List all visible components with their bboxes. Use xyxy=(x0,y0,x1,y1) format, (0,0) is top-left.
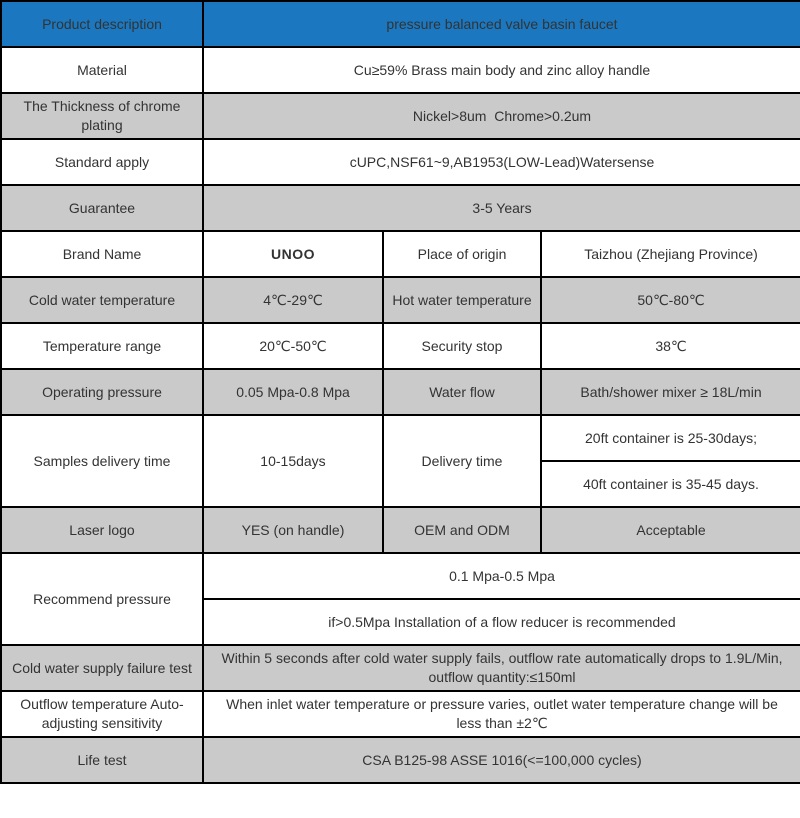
row-label: Material xyxy=(1,47,203,93)
brand-name-value: UNOO xyxy=(203,231,383,277)
row-value: 0.05 Mpa-0.8 Mpa xyxy=(203,369,383,415)
row-guarantee xyxy=(1,185,800,231)
row-value: Cu≥59% Brass main body and zinc alloy handle xyxy=(203,47,800,93)
row-laser-logo xyxy=(1,507,800,553)
row-label: Recommend pressure xyxy=(1,553,203,645)
header-label-cell: Product description xyxy=(1,1,203,47)
header-value-cell: pressure balanced valve basin faucet xyxy=(203,1,800,47)
delivery-time-option-1: 20ft container is 25-30days; xyxy=(541,415,800,461)
row-value-2: 50℃-80℃ xyxy=(541,277,800,323)
recommend-pressure-value-1: 0.1 Mpa-0.5 Mpa xyxy=(203,553,800,599)
row-label: Cold water supply failure test xyxy=(1,645,203,691)
row-recommend-pressure xyxy=(1,553,800,599)
row-label-2: OEM and ODM xyxy=(383,507,541,553)
row-value: Nickel>8um Chrome>0.2um xyxy=(203,93,800,139)
row-label: The Thickness of chrome plating xyxy=(1,93,203,139)
row-samples-delivery-time xyxy=(1,415,800,461)
row-temperature-range xyxy=(1,323,800,369)
row-value: 3-5 Years xyxy=(203,185,800,231)
row-cold-water-supply-failure-test xyxy=(1,645,800,691)
row-outflow-temperature-sensitivity xyxy=(1,691,800,737)
row-label: Cold water temperature xyxy=(1,277,203,323)
row-life-test xyxy=(1,737,800,783)
row-label-2: Place of origin xyxy=(383,231,541,277)
row-cold-water-temperature xyxy=(1,277,800,323)
row-value: 10-15days xyxy=(203,415,383,507)
row-label-2: Security stop xyxy=(383,323,541,369)
row-label: Guarantee xyxy=(1,185,203,231)
row-label-2: Hot water temperature xyxy=(383,277,541,323)
row-label-2: Water flow xyxy=(383,369,541,415)
row-standard-apply xyxy=(1,139,800,185)
row-label-2: Delivery time xyxy=(383,415,541,507)
row-label: Samples delivery time xyxy=(1,415,203,507)
row-value: 4℃-29℃ xyxy=(203,277,383,323)
row-label: Operating pressure xyxy=(1,369,203,415)
recommend-pressure-value-2: if>0.5Mpa Installation of a flow reducer is recommended xyxy=(203,599,800,645)
row-value: YES (on handle) xyxy=(203,507,383,553)
row-label: Temperature range xyxy=(1,323,203,369)
row-operating-pressure xyxy=(1,369,800,415)
row-value: CSA B125-98 ASSE 1016(<=100,000 cycles) xyxy=(203,737,800,783)
row-label: Laser logo xyxy=(1,507,203,553)
row-value-2: 38℃ xyxy=(541,323,800,369)
row-value: cUPC,NSF61~9,AB1953(LOW-Lead)Watersense xyxy=(203,139,800,185)
row-thickness xyxy=(1,93,800,139)
row-label: Brand Name xyxy=(1,231,203,277)
row-value-2: Bath/shower mixer ≥ 18L/min xyxy=(541,369,800,415)
row-value: 20℃-50℃ xyxy=(203,323,383,369)
delivery-time-option-2: 40ft container is 35-45 days. xyxy=(541,461,800,507)
header-row xyxy=(1,1,800,47)
row-label: Outflow temperature Auto-adjusting sensitivity xyxy=(1,691,203,737)
row-value: When inlet water temperature or pressure varies, outlet water temperature change will be less than ±2℃ xyxy=(203,691,800,737)
row-label: Life test xyxy=(1,737,203,783)
row-material xyxy=(1,47,800,93)
row-label: Standard apply xyxy=(1,139,203,185)
row-value-2: Taizhou (Zhejiang Province) xyxy=(541,231,800,277)
row-value: Within 5 seconds after cold water supply fails, outflow rate automatically drops to 1.9L/Min, outflow quantity:≤150ml xyxy=(203,645,800,691)
row-value-2: Acceptable xyxy=(541,507,800,553)
row-brand-name xyxy=(1,231,800,277)
